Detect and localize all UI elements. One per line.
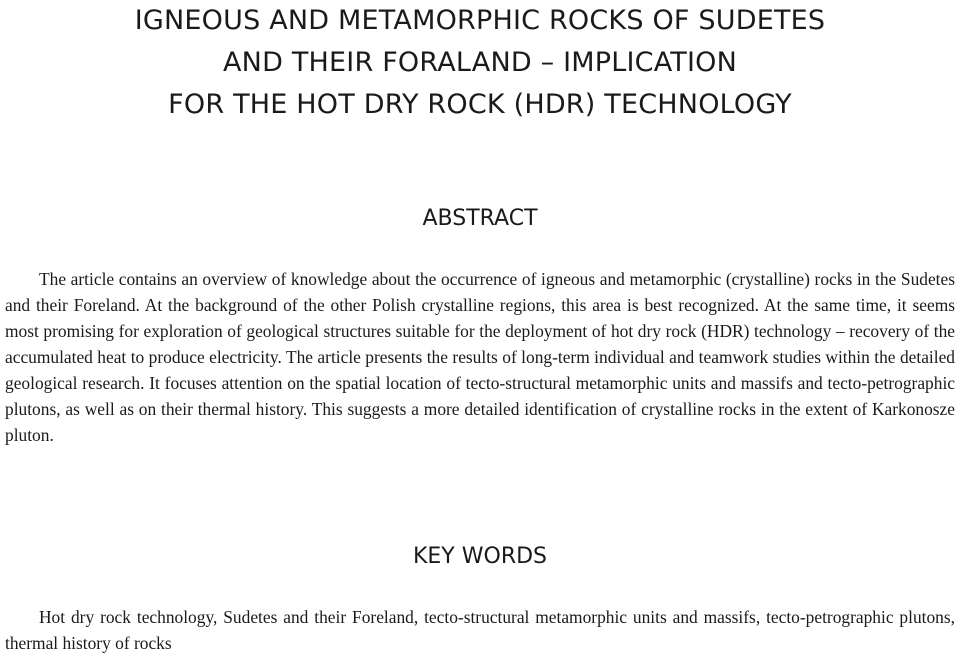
abstract-text: The article contains an overview of knowledge about the occurrence of igneous and metamorphic (crystalline) rocks in the Sudetes and their Foreland. At the background of the other Polish crystalline regions, this area is best recognized. At the same time, it seems most promising for exploration of geological structures suitable for the deployment of hot dry rock (HDR) technology – recovery of the accumulated heat to produce electricity. The article presents the results of long-term individual and teamwork studies within the detailed geological research. It focuses attention on the spatial location of tecto-structural metamorphic units and massifs and tecto-petrographic plutons, as well as on their thermal history. This suggests a more detailed identification of crystalline rocks in the extent of Karkonosze pluton.: [5, 269, 955, 445]
keywords-text: Hot dry rock technology, Sudetes and their Foreland, tecto-structural metamorphic units and massifs, tecto-petrographic plutons, thermal history of rocks: [5, 607, 955, 653]
paper-title: [0, 0, 960, 126]
title-line-1: IGNEOUS AND METAMORPHIC ROCKS OF SUDETES: [134, 5, 826, 36]
title-line-3: FOR THE HOT DRY ROCK (HDR) TECHNOLOGY: [168, 89, 792, 120]
abstract-heading: ABSTRACT: [422, 206, 538, 231]
keywords-heading: KEY WORDS: [412, 544, 548, 569]
title-line-2: AND THEIR FORALAND – IMPLICATION: [223, 47, 737, 78]
